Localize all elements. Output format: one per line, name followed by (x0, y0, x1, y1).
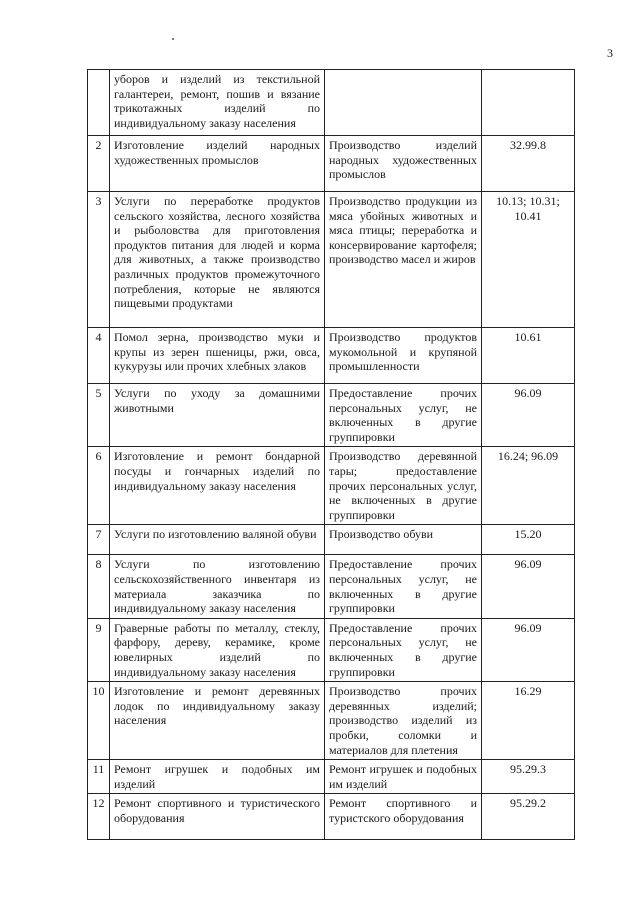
okved-code-cell: 32.99.8 (482, 136, 575, 192)
okved-code-cell: 15.20 (482, 525, 575, 555)
table-row (88, 618, 575, 681)
row-number: 8 (88, 555, 110, 618)
table-body (88, 70, 575, 840)
services-table (87, 69, 575, 840)
table-row (88, 760, 575, 794)
row-number: 7 (88, 525, 110, 555)
activity-cell: Ремонт спортивного и туристского оборудования (325, 794, 482, 840)
okved-code-cell: 95.29.2 (482, 794, 575, 840)
table-row (88, 136, 575, 192)
table-row (88, 555, 575, 618)
okved-code-cell: 16.29 (482, 682, 575, 760)
activity-cell: Производство изделий народных художественных промыслов (325, 136, 482, 192)
service-cell: Ремонт игрушек и подобных им изделий (110, 760, 325, 794)
service-cell: уборов и изделий из текстильной галантереи, ремонт, пошив и вязание трикотажных изделий по индивидуальному заказу населения (110, 70, 325, 136)
activity-cell: Производство продукции из мяса убойных животных и мяса птицы; переработка и консервирование картофеля; производство масел и жиров (325, 192, 482, 328)
row-number: 4 (88, 328, 110, 384)
okved-code-cell: 96.09 (482, 384, 575, 447)
row-number: 10 (88, 682, 110, 760)
table-row (88, 447, 575, 525)
activity-cell: Производство продуктов мукомольной и крупяной промышленности (325, 328, 482, 384)
okved-code-cell: 96.09 (482, 555, 575, 618)
table-row (88, 525, 575, 555)
activity-cell (325, 70, 482, 136)
activity-cell: Ремонт игрушек и подобных им изделий (325, 760, 482, 794)
okved-code-cell (482, 70, 575, 136)
service-cell: Изготовление изделий народных художественных промыслов (110, 136, 325, 192)
page-number: 3 (607, 46, 613, 60)
table-row (88, 682, 575, 760)
activity-cell: Производство прочих деревянных изделий; производство изделий из пробки, соломки и материалов для плетения (325, 682, 482, 760)
service-cell: Помол зерна, производство муки и крупы из зерен пшеницы, ржи, овса, кукурузы или прочих хлебных злаков (110, 328, 325, 384)
row-number: 6 (88, 447, 110, 525)
row-number: 3 (88, 192, 110, 328)
table-row (88, 794, 575, 840)
row-number (88, 70, 110, 136)
service-cell: Изготовление и ремонт бондарной посуды и гончарных изделий по индивидуальному заказу населения (110, 447, 325, 525)
service-cell: Изготовление и ремонт деревянных лодок по индивидуальному заказу населения (110, 682, 325, 760)
service-cell: Услуги по изготовлению сельскохозяйственного инвентаря из материала заказчика по индивидуальному заказу населения (110, 555, 325, 618)
table-row (88, 384, 575, 447)
okved-code-cell: 95.29.3 (482, 760, 575, 794)
row-number: 9 (88, 618, 110, 681)
service-cell: Граверные работы по металлу, стеклу, фарфору, дереву, керамике, кроме ювелирных изделий по индивидуальному заказу населения (110, 618, 325, 681)
table-row (88, 328, 575, 384)
activity-cell: Производство обуви (325, 525, 482, 555)
okved-code-cell: 96.09 (482, 618, 575, 681)
activity-cell: Предоставление прочих персональных услуг, не включенных в другие группировки (325, 555, 482, 618)
service-cell: Услуги по изготовлению валяной обуви (110, 525, 325, 555)
service-cell: Услуги по переработке продуктов сельского хозяйства, лесного хозяйства и рыболовства для приготовления продуктов питания для людей и корма для животных, а также производство различных продуктов промежуточного потребления, которые не являются пищевыми продуктами (110, 192, 325, 328)
service-cell: Услуги по уходу за домашними животными (110, 384, 325, 447)
activity-cell: Предоставление прочих персональных услуг, не включенных в другие группировки (325, 618, 482, 681)
okved-code-cell: 10.61 (482, 328, 575, 384)
row-number: 12 (88, 794, 110, 840)
okved-code-cell: 10.13; 10.31; 10.41 (482, 192, 575, 328)
row-number: 11 (88, 760, 110, 794)
scan-speck (172, 38, 174, 40)
table-row (88, 70, 575, 136)
service-cell: Ремонт спортивного и туристического оборудования (110, 794, 325, 840)
activity-cell: Предоставление прочих персональных услуг, не включенных в другие группировки (325, 384, 482, 447)
activity-cell: Производство деревянной тары; предоставление прочих персональных услуг, не включенных в другие группировки (325, 447, 482, 525)
row-number: 2 (88, 136, 110, 192)
okved-code-cell: 16.24; 96.09 (482, 447, 575, 525)
row-number: 5 (88, 384, 110, 447)
table-row (88, 192, 575, 328)
